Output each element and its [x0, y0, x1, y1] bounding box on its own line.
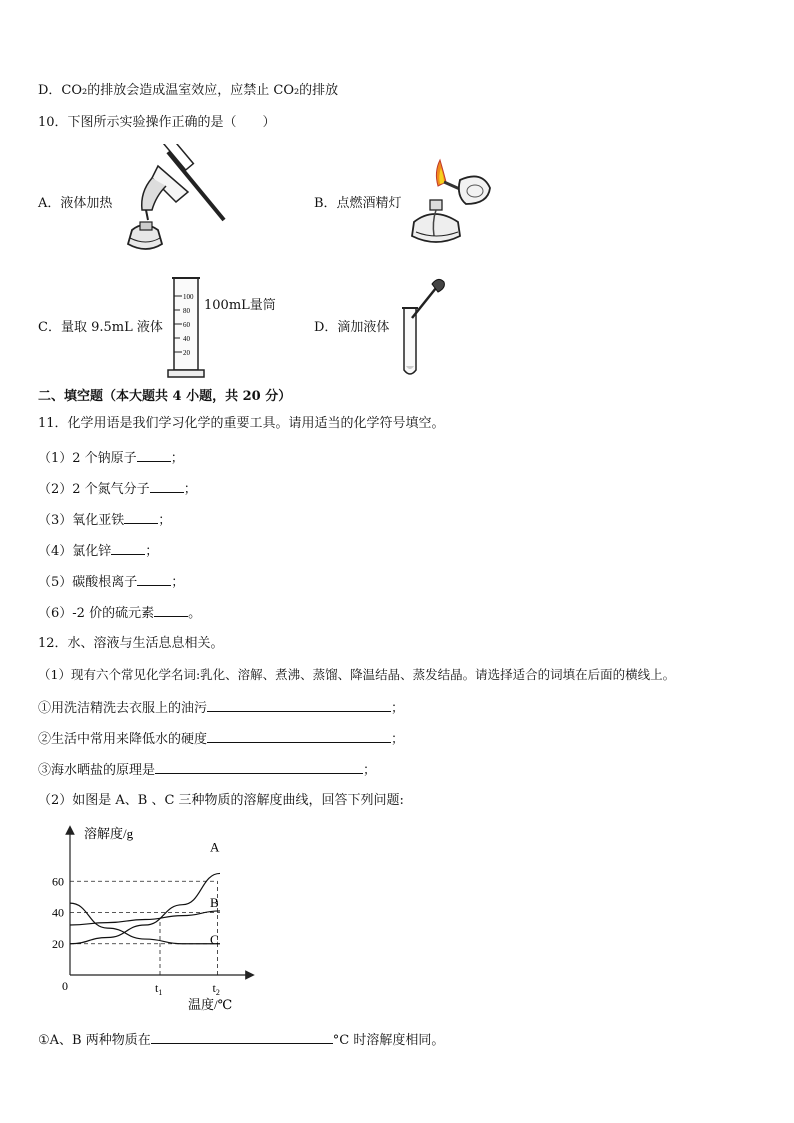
- cylinder-tick-label: 20: [183, 349, 190, 357]
- answer-blank[interactable]: [151, 1030, 333, 1044]
- q11-item: （1）2 个钠原子 ；: [38, 448, 184, 468]
- series-label-B: B: [210, 894, 219, 910]
- q11-item: （5）碳酸根离子 ；: [38, 572, 184, 592]
- series-label-A: A: [210, 839, 220, 855]
- cylinder-tick-label: 40: [183, 335, 190, 343]
- cylinder-tick-label: 60: [183, 321, 190, 329]
- q12-sub1: ①用洗洁精洗去衣服上的油污 ；: [38, 698, 404, 718]
- q11-item: （2）2 个氮气分子 ；: [38, 479, 197, 499]
- y-tick-label: 60: [52, 874, 64, 889]
- answer-blank[interactable]: [155, 760, 363, 774]
- question-9-option-d: D．CO₂的排放会造成温室效应，应禁止 CO₂的排放: [38, 83, 339, 98]
- answer-blank[interactable]: [150, 479, 184, 493]
- q12-sub-ab: ①A、B 两种物质在 °C 时溶解度相同。: [38, 1030, 444, 1050]
- option-b-label: B．点燃酒精灯: [314, 196, 402, 211]
- cylinder-label: 100mL量筒: [204, 298, 276, 313]
- answer-blank[interactable]: [154, 603, 188, 617]
- answer-blank[interactable]: [207, 729, 391, 743]
- question-10-stem: 10．下图所示实验操作正确的是（ ）: [38, 115, 276, 130]
- y-tick-label: 20: [52, 936, 64, 951]
- q11-item: （6）-2 价的硫元素 。: [38, 603, 201, 623]
- cylinder-tick-label: 100: [183, 293, 194, 301]
- q12-sub2: ②生活中常用来降低水的硬度 ；: [38, 729, 404, 749]
- answer-blank[interactable]: [111, 541, 145, 555]
- option-a-label: A．液体加热: [38, 196, 113, 211]
- dropper-illustration: [398, 278, 452, 382]
- cylinder-tick-label: 80: [183, 307, 190, 315]
- x-axis-label: 温度/℃: [188, 997, 233, 1012]
- answer-blank[interactable]: [124, 510, 158, 524]
- answer-blank[interactable]: [137, 572, 171, 586]
- section-2-heading: 二、填空题（本大题共 4 小题，共 20 分）: [38, 389, 292, 404]
- x-tick-label: $t_2$: [212, 981, 220, 997]
- curve-B: [70, 911, 220, 925]
- q11-item: （3）氧化亚铁 ；: [38, 510, 171, 530]
- x-tick-label: $t_1$: [155, 981, 163, 997]
- option-d-label: D．滴加液体: [314, 320, 390, 335]
- answer-blank[interactable]: [207, 698, 391, 712]
- q12-sub3: ③海水晒盐的原理是 ；: [38, 760, 376, 780]
- q11-item: （4）氯化锌 ；: [38, 541, 158, 561]
- curve-A: [70, 873, 220, 943]
- solubility-chart: [40, 820, 270, 1020]
- option-c-label: C．量取 9.5mL 液体: [38, 320, 163, 335]
- q12-part1: （1）现有六个常见化学名词:乳化、溶解、煮沸、蒸馏、降温结晶、蒸发结晶。请选择适合的词填在后面的横线上。: [38, 667, 676, 682]
- origin-label: 0: [62, 979, 68, 993]
- heating-liquid-illustration: [118, 144, 230, 256]
- y-axis-label: 溶解度/g: [84, 826, 134, 841]
- q12-part2: （2）如图是 A、B 、C 三种物质的溶解度曲线，回答下列问题:: [38, 793, 404, 808]
- y-tick-label: 40: [52, 905, 64, 920]
- answer-blank[interactable]: [137, 448, 171, 462]
- question-12-stem: 12．水、溶液与生活息息相关。: [38, 636, 224, 651]
- lighting-lamp-illustration: [404, 152, 500, 248]
- question-11-stem: 11．化学用语是我们学习化学的重要工具。请用适当的化学符号填空。: [38, 416, 445, 431]
- series-label-C: C: [210, 931, 219, 947]
- graduated-cylinder-illustration: [166, 276, 210, 380]
